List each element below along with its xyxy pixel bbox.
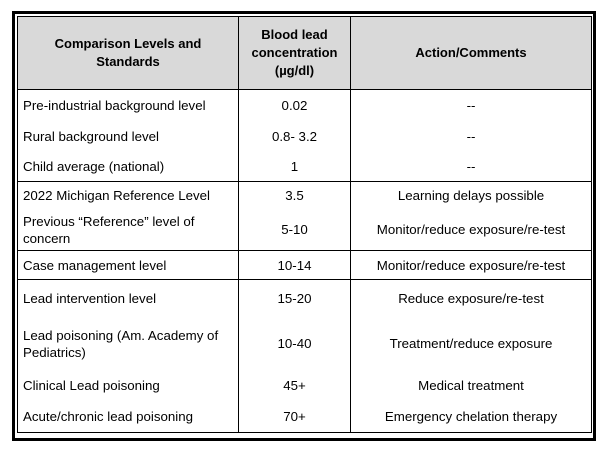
row-action: Monitor/reduce exposure/re-test bbox=[351, 210, 592, 251]
row-concentration: 15-20 bbox=[239, 280, 351, 318]
row-concentration: 0.8- 3.2 bbox=[239, 121, 351, 152]
row-action: Reduce exposure/re-test bbox=[351, 280, 592, 318]
row-action: -- bbox=[351, 90, 592, 121]
table-row bbox=[18, 402, 592, 433]
table-row bbox=[18, 152, 592, 182]
row-level: Rural background level bbox=[18, 121, 239, 152]
row-action: Learning delays possible bbox=[351, 182, 592, 210]
row-concentration: 5-10 bbox=[239, 210, 351, 251]
table-row bbox=[18, 210, 592, 251]
row-action: Emergency chelation therapy bbox=[351, 402, 592, 433]
row-level: Previous “Reference” level of concern bbox=[18, 210, 239, 251]
row-action: Monitor/reduce exposure/re-test bbox=[351, 251, 592, 280]
row-concentration: 3.5 bbox=[239, 182, 351, 210]
row-action: Treatment/reduce exposure bbox=[351, 318, 592, 370]
table-row bbox=[18, 280, 592, 318]
row-concentration: 1 bbox=[239, 152, 351, 182]
row-concentration: 10-14 bbox=[239, 251, 351, 280]
row-concentration: 10-40 bbox=[239, 318, 351, 370]
header-row bbox=[18, 17, 592, 90]
row-level: 2022 Michigan Reference Level bbox=[18, 182, 239, 210]
row-level: Clinical Lead poisoning bbox=[18, 370, 239, 402]
row-level: Lead intervention level bbox=[18, 280, 239, 318]
header-action-comments: Action/Comments bbox=[351, 17, 592, 90]
row-concentration: 0.02 bbox=[239, 90, 351, 121]
row-action: -- bbox=[351, 152, 592, 182]
blood-lead-levels-table bbox=[17, 16, 592, 433]
header-blood-lead-concentration: Blood lead concentration (µg/dl) bbox=[239, 17, 351, 90]
row-action: -- bbox=[351, 121, 592, 152]
row-level: Pre-industrial background level bbox=[18, 90, 239, 121]
table-row bbox=[18, 370, 592, 402]
row-action: Medical treatment bbox=[351, 370, 592, 402]
header-comparison-levels: Comparison Levels and Standards bbox=[18, 17, 239, 90]
row-concentration: 70+ bbox=[239, 402, 351, 433]
row-concentration: 45+ bbox=[239, 370, 351, 402]
table-row bbox=[18, 318, 592, 370]
row-level: Case management level bbox=[18, 251, 239, 280]
table-row bbox=[18, 121, 592, 152]
table-row bbox=[18, 90, 592, 121]
row-level: Child average (national) bbox=[18, 152, 239, 182]
table-row bbox=[18, 251, 592, 280]
table-row bbox=[18, 182, 592, 210]
row-level: Lead poisoning (Am. Academy of Pediatrics) bbox=[18, 318, 239, 370]
row-level: Acute/chronic lead poisoning bbox=[18, 402, 239, 433]
